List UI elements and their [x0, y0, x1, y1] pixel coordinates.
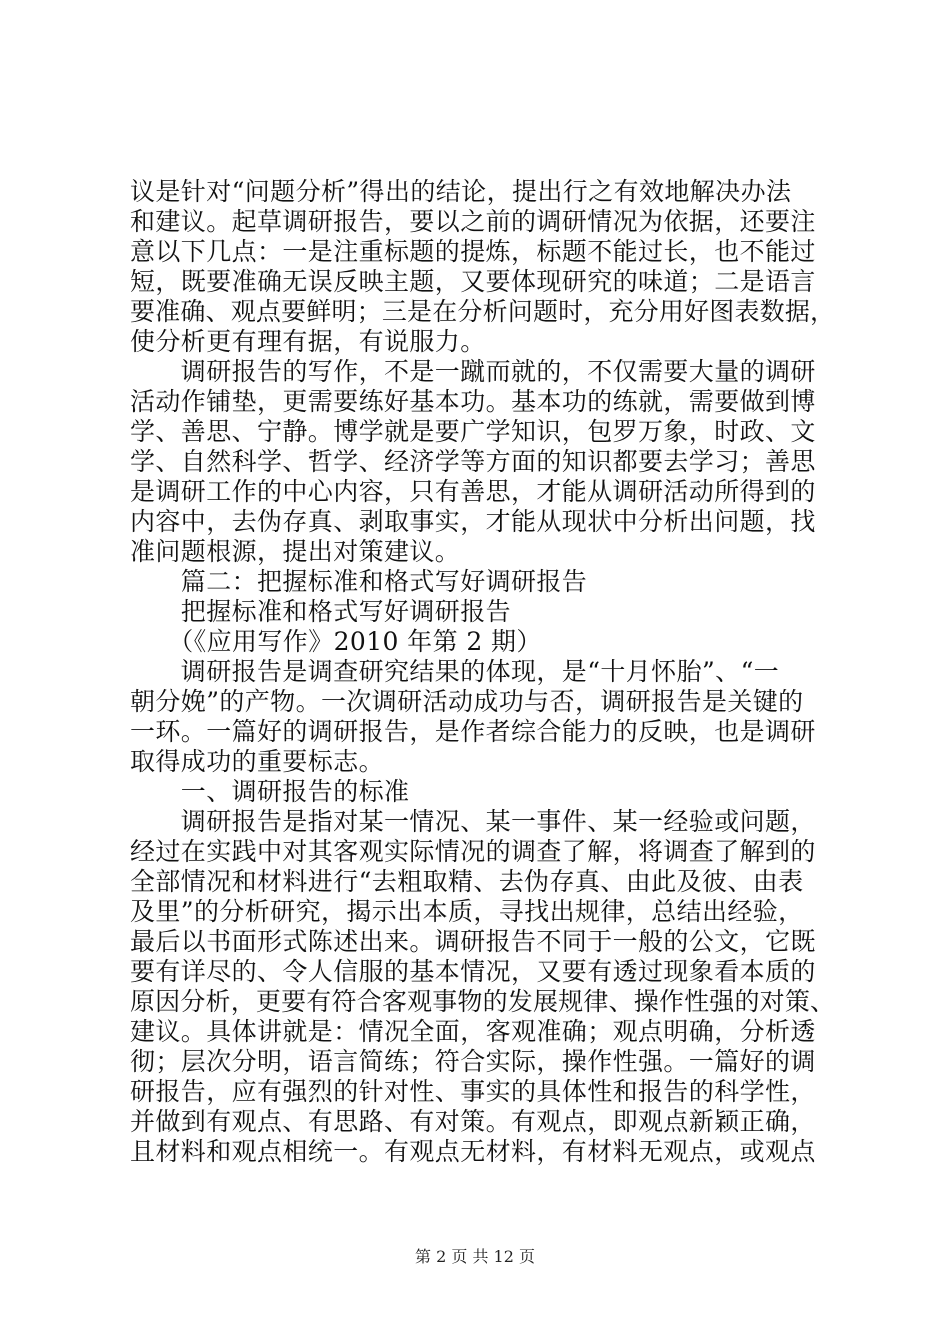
text-line: 一环。一篇好的调研报告，是作者综合能力的反映，也是调研	[130, 717, 816, 746]
text-line: 内容中，去伪存真、剥取事实，才能从现状中分析出问题，找	[130, 507, 816, 536]
text-line: 全部情况和材料进行“去粗取精、去伪存真、由此及彼、由表	[130, 867, 804, 896]
text-line: 和建议。起草调研报告，要以之前的调研情况为依据，还要注	[130, 207, 816, 236]
text-line: 使分析更有理有据，有说服力。	[130, 327, 486, 356]
text-line: 研报告，应有强烈的针对性、事实的具体性和报告的科学性，	[130, 1077, 816, 1106]
text-line: 建议。具体讲就是：情况全面，客观准确；观点明确，分析透	[130, 1017, 816, 1046]
text-line: 且材料和观点相统一。有观点无材料，有材料无观点，或观点	[130, 1137, 816, 1166]
body-text	[130, 177, 836, 1167]
text-line: 学、自然科学、哲学、经济学等方面的知识都要去学习；善思	[130, 447, 816, 476]
text-line: 要准确、观点要鲜明；三是在分析问题时，充分用好图表数据，	[130, 297, 836, 326]
text-line: 经过在实践中对其客观实际情况的调查了解，将调查了解到的	[130, 837, 816, 866]
text-line: 最后以书面形式陈述出来。调研报告不同于一般的公文，它既	[130, 927, 816, 956]
text-line: 调研报告是指对某一情况、某一事件、某一经验或问题，	[130, 807, 816, 836]
text-line: 原因分析，更要有符合客观事物的发展规律、操作性强的对策、	[130, 987, 836, 1016]
text-line: 调研报告是调查研究结果的体现，是“十月怀胎”、“一	[130, 657, 780, 686]
text-line: 准问题根源，提出对策建议。	[130, 537, 461, 566]
text-line: 学、善思、宁静。博学就是要广学知识，包罗万象，时政、文	[130, 417, 816, 446]
text-line: 取得成功的重要标志。	[130, 747, 385, 776]
text-line: 及里”的分析研究，揭示出本质，寻找出规律，总结出经验，	[130, 897, 804, 926]
text-line: 把握标准和格式写好调研报告	[130, 597, 512, 626]
text-line: 议是针对“问题分析”得出的结论，提出行之有效地解决办法	[130, 177, 792, 206]
text-line: 朝分娩”的产物。一次调研活动成功与否，调研报告是关键的	[130, 687, 804, 716]
text-line: 调研报告的写作，不是一蹴而就的，不仅需要大量的调研	[130, 357, 816, 386]
text-line: 意以下几点：一是注重标题的提炼，标题不能过长，也不能过	[130, 237, 816, 266]
text-line: 一、调研报告的标准	[130, 777, 410, 806]
text-line: 并做到有观点、有思路、有对策。有观点，即观点新颖正确，	[130, 1107, 816, 1136]
text-line: （《应用写作》2010 年第 2 期）	[130, 627, 542, 656]
text-line: 篇二：把握标准和格式写好调研报告	[130, 567, 588, 596]
page-footer: 第 2 页 共 12 页	[415, 1247, 535, 1266]
text-line: 彻；层次分明，语言简练；符合实际，操作性强。一篇好的调	[130, 1047, 816, 1076]
text-line: 是调研工作的中心内容，只有善思，才能从调研活动所得到的	[130, 477, 816, 506]
text-line: 活动作铺垫，更需要练好基本功。基本功的练就，需要做到博	[130, 387, 816, 416]
text-line: 要有详尽的、令人信服的基本情况，又要有透过现象看本质的	[130, 957, 816, 986]
text-line: 短，既要准确无误反映主题，又要体现研究的味道；二是语言	[130, 267, 816, 296]
